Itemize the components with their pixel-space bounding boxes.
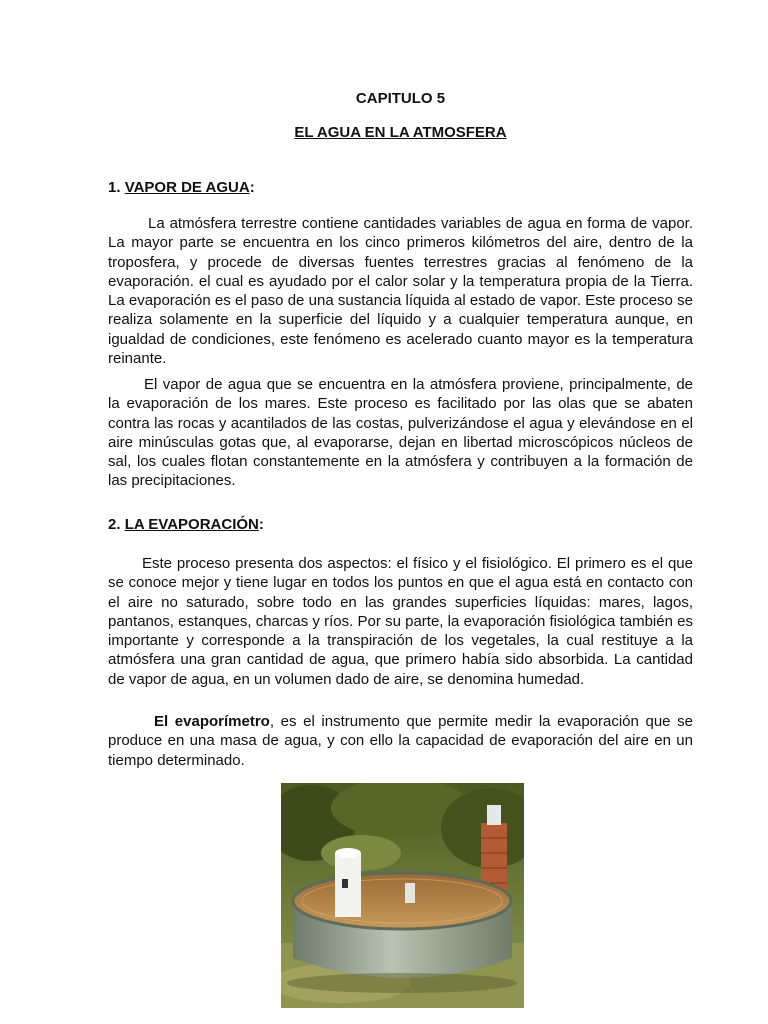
paragraph-vapor-1: La atmósfera terrestre contiene cantidades variables de agua en forma de vapor. La mayor parte se encuentra en los cinco primeros kilómetros del aire, dentro de la troposfera, y procede de diversas fuentes terrestres gracias al fenómeno de la evaporación. el cual es ayudado por el calor solar y la temperatura propia de la Tierra. La evaporación es el paso de una sustancia líquida al estado de vapor. Este proceso se realiza solamente en la superficie del líquido y a cualquier temperatura aunque, en igualdad de condiciones, este fenómeno es acelerado cuanto mayor es la temperatura reinante. [108, 215, 693, 368]
paragraph-evaporimetro-rest: , es el instrumento que permite medir la evaporación que se produce en una masa de agua, y con ello la capacidad de evaporación del aire en un tiempo determinado. [108, 713, 693, 769]
chapter-title-text: EL AGUA EN LA ATMOSFERA [294, 124, 507, 141]
paragraph-evaporimetro [108, 712, 693, 770]
section-heading-evaporacion [108, 516, 264, 533]
section-colon: : [258, 516, 264, 533]
evaporimeter-illustration [281, 783, 524, 1008]
paragraph-evaporacion-1: Este proceso presenta dos aspectos: el físico y el fisiológico. El primero es el que se conoce mejor y tiene lugar en todos los puntos en que el agua está en contacto con el aire no saturado, sobre todo en las grandes superficies líquidas: mares, lagos, pantanos, estanques, charcas y ríos. Por su parte, la evaporación fisiológica también es importante y corresponde a la transpiración de los vegetales, la cual restituye a la atmósfera una gran cantidad de agua, que primero había sido absorbida. La cantidad de vapor de agua, en un volumen dado de aire, se denomina humedad. [108, 555, 693, 688]
term-evaporimetro: El evaporímetro [154, 713, 270, 730]
section-title: LA EVAPORACIÓN [124, 516, 259, 533]
evaporimeter-photo [281, 783, 524, 1008]
section-number: 2. [108, 516, 125, 533]
paragraph-vapor-2: El vapor de agua que se encuentra en la atmósfera proviene, principalmente, de la evaporación de los mares. Este proceso es facilitado por las olas que se abaten contra las rocas y acantilados de las costas, pulverizándose el agua y elevándose en el aire minúsculas gotas que, al evaporarse, dejan en libertad microscópicos núcleos de sal, los cuales flotan constantemente en la atmósfera y contribuyen a la formación de las precipitaciones. [108, 376, 693, 490]
section-heading-vapor [108, 179, 255, 196]
section-number: 1. [108, 179, 125, 196]
chapter-label: CAPITULO 5 [355, 90, 446, 107]
section-title: VAPOR DE AGUA [124, 179, 250, 196]
section-colon: : [249, 179, 255, 196]
chapter-title [108, 124, 693, 141]
